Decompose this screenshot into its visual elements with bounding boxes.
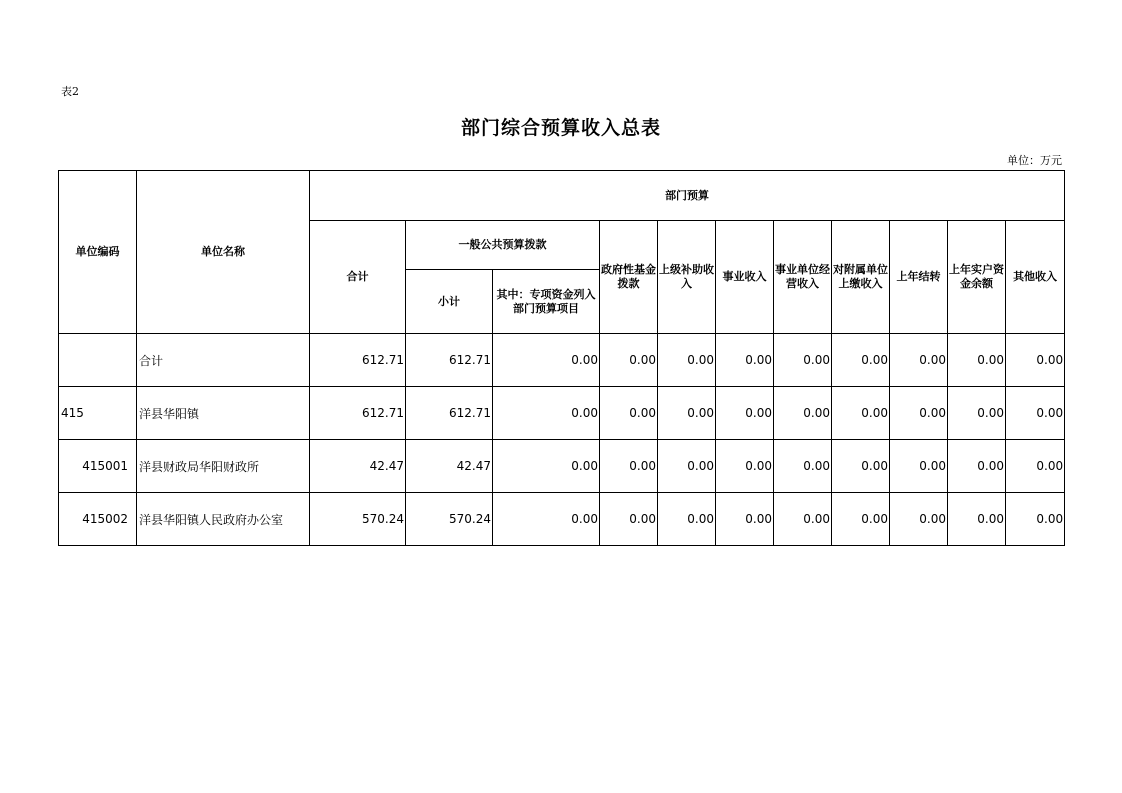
table-row [59, 334, 1065, 387]
value-cell: 0.00 [600, 387, 658, 440]
header-gov-fund: 政府性基金拨款 [600, 221, 658, 334]
value-cell: 42.47 [310, 440, 406, 493]
row-code: 415 [59, 387, 137, 440]
value-cell: 0.00 [948, 334, 1006, 387]
table-number: 表2 [61, 85, 79, 98]
value-cell: 0.00 [774, 387, 832, 440]
value-cell: 0.00 [890, 387, 948, 440]
value-cell: 0.00 [774, 493, 832, 546]
header-last-year-carryover: 上年结转 [890, 221, 948, 334]
value-cell: 0.00 [890, 440, 948, 493]
row-name: 洋县财政局华阳财政所 [137, 440, 310, 493]
row-code: 415002 [59, 493, 137, 546]
header-superior-subsidy: 上级补助收入 [658, 221, 716, 334]
value-cell: 0.00 [774, 334, 832, 387]
row-name: 洋县华阳镇 [137, 387, 310, 440]
value-cell: 0.00 [948, 493, 1006, 546]
value-cell: 570.24 [310, 493, 406, 546]
value-cell: 42.47 [406, 440, 493, 493]
value-cell: 0.00 [890, 493, 948, 546]
value-cell: 0.00 [493, 387, 600, 440]
header-business-unit-operating: 事业单位经营收入 [774, 221, 832, 334]
row-name: 洋县华阳镇人民政府办公室 [137, 493, 310, 546]
value-cell: 0.00 [600, 334, 658, 387]
header-general-budget: 一般公共预算拨款 [406, 221, 600, 270]
header-total: 合计 [310, 221, 406, 334]
value-cell: 0.00 [716, 387, 774, 440]
budget-income-table [58, 170, 1065, 546]
header-unit-code: 单位编码 [59, 171, 137, 334]
value-cell: 0.00 [600, 440, 658, 493]
header-business-income: 事业收入 [716, 221, 774, 334]
value-cell: 0.00 [832, 387, 890, 440]
value-cell: 612.71 [406, 334, 493, 387]
value-cell: 612.71 [406, 387, 493, 440]
value-cell: 0.00 [1006, 334, 1065, 387]
table-row [59, 440, 1065, 493]
value-cell: 0.00 [832, 440, 890, 493]
row-name: 合计 [137, 334, 310, 387]
value-cell: 0.00 [716, 493, 774, 546]
value-cell: 0.00 [948, 440, 1006, 493]
table-row [59, 387, 1065, 440]
header-subtotal: 小计 [406, 270, 493, 334]
table-row [59, 493, 1065, 546]
value-cell: 0.00 [832, 493, 890, 546]
row-code: 415001 [59, 440, 137, 493]
value-cell: 0.00 [658, 493, 716, 546]
value-cell: 0.00 [1006, 387, 1065, 440]
value-cell: 0.00 [1006, 493, 1065, 546]
header-last-year-balance: 上年实户资金余额 [948, 221, 1006, 334]
value-cell: 612.71 [310, 334, 406, 387]
value-cell: 0.00 [774, 440, 832, 493]
header-other-income: 其他收入 [1006, 221, 1065, 334]
header-affiliated-unit-payment: 对附属单位上缴收入 [832, 221, 890, 334]
value-cell: 0.00 [832, 334, 890, 387]
value-cell: 0.00 [493, 493, 600, 546]
value-cell: 0.00 [890, 334, 948, 387]
value-cell: 0.00 [600, 493, 658, 546]
unit-note: 单位：万元 [1007, 154, 1062, 167]
value-cell: 0.00 [716, 334, 774, 387]
value-cell: 570.24 [406, 493, 493, 546]
header-unit-name: 单位名称 [137, 171, 310, 334]
page-title: 部门综合预算收入总表 [460, 117, 661, 139]
value-cell: 0.00 [658, 387, 716, 440]
row-code [59, 334, 137, 387]
value-cell: 0.00 [716, 440, 774, 493]
value-cell: 0.00 [658, 334, 716, 387]
value-cell: 0.00 [493, 440, 600, 493]
header-dept-budget: 部门预算 [310, 171, 1065, 221]
value-cell: 0.00 [658, 440, 716, 493]
value-cell: 0.00 [948, 387, 1006, 440]
value-cell: 0.00 [493, 334, 600, 387]
header-special-funds: 其中：专项资金列入部门预算项目 [493, 270, 600, 334]
value-cell: 0.00 [1006, 440, 1065, 493]
value-cell: 612.71 [310, 387, 406, 440]
